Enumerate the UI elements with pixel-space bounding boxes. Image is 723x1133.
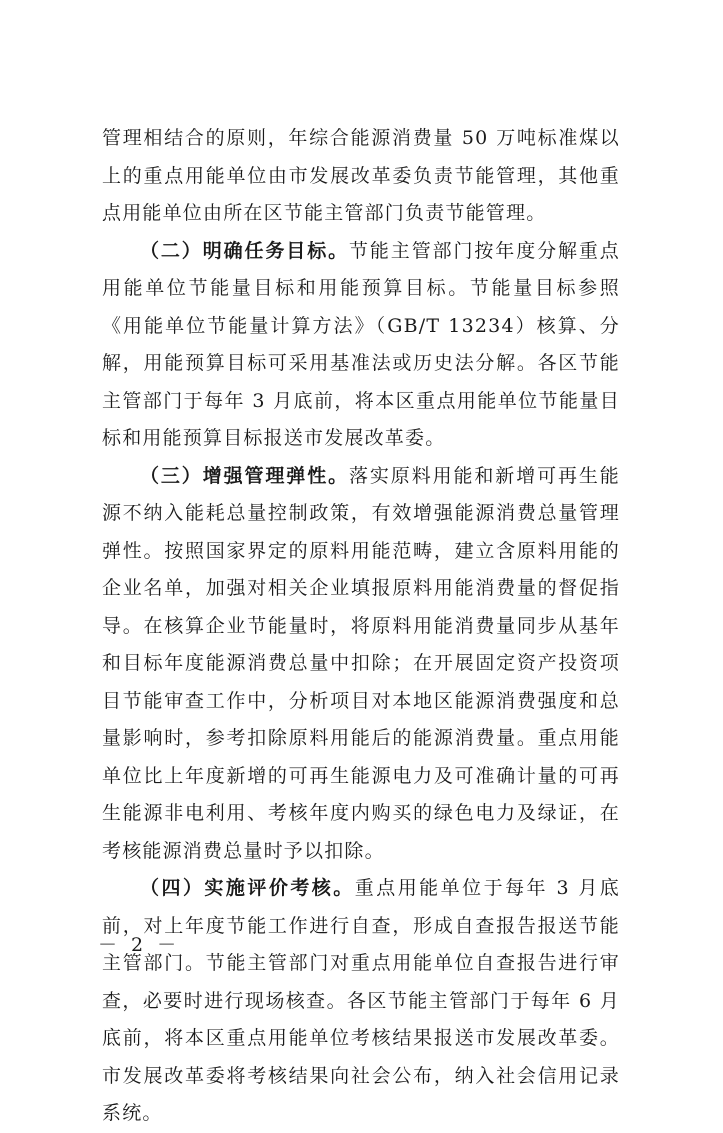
- paragraph-text: 节能主管部门按年度分解重点用能单位节能量目标和用能预算目标。节能量目标参照《用能单位节能量计算方法》（GB/T 13234）核算、分解，用能预算目标可采用基准法或历史法分解。各区节能主管部门于每年 3 月底前，将本区重点用能单位节能量目标和用能预算目标报送市发展改革委。: [102, 239, 620, 449]
- paragraph-section-3: [102, 458, 620, 871]
- section-heading-4: （四）实施评价考核。: [140, 877, 355, 899]
- section-heading-3: （三）增强管理弹性。: [140, 464, 349, 487]
- paragraph-section-4: [102, 870, 620, 1133]
- document-body: [102, 120, 620, 1133]
- paragraph-text: 重点用能单位于每年 3 月底前，对上年度节能工作进行自查，形成自查报告报送节能主管部门。节能主管部门对重点用能单位自查报告进行审查，必要时进行现场核查。各区节能主管部门于每年 6 月底前，将本区重点用能单位考核结果报送市发展改革委。市发展改革委将考核结果向社会公布，纳入社会信用记录系统。: [102, 877, 620, 1124]
- page-number: － 2 －: [98, 934, 181, 956]
- paragraph-text: 落实原料用能和新增可再生能源不纳入能耗总量控制政策，有效增强能源消费总量管理弹性。按照国家界定的原料用能范畴，建立含原料用能的企业名单，加强对相关企业填报原料用能消费量的督促指导。在核算企业节能量时，将原料用能消费量同步从基年和目标年度能源消费总量中扣除；在开展固定资产投资项目节能审查工作中，分析项目对本地区能源消费强度和总量影响时，参考扣除原料用能后的能源消费量。重点用能单位比上年度新增的可再生能源电力及可准确计量的可再生能源非电利用、考核年度内购买的绿色电力及绿证，在考核能源消费总量时予以扣除。: [102, 464, 620, 862]
- paragraph-section-2: [102, 233, 620, 458]
- paragraph-text: 管理相结合的原则，年综合能源消费量 50 万吨标准煤以上的重点用能单位由市发展改革委负责节能管理，其他重点用能单位由所在区节能主管部门负责节能管理。: [102, 127, 620, 224]
- paragraph-continuation: [102, 120, 620, 233]
- section-heading-2: （二）明确任务目标。: [140, 239, 349, 262]
